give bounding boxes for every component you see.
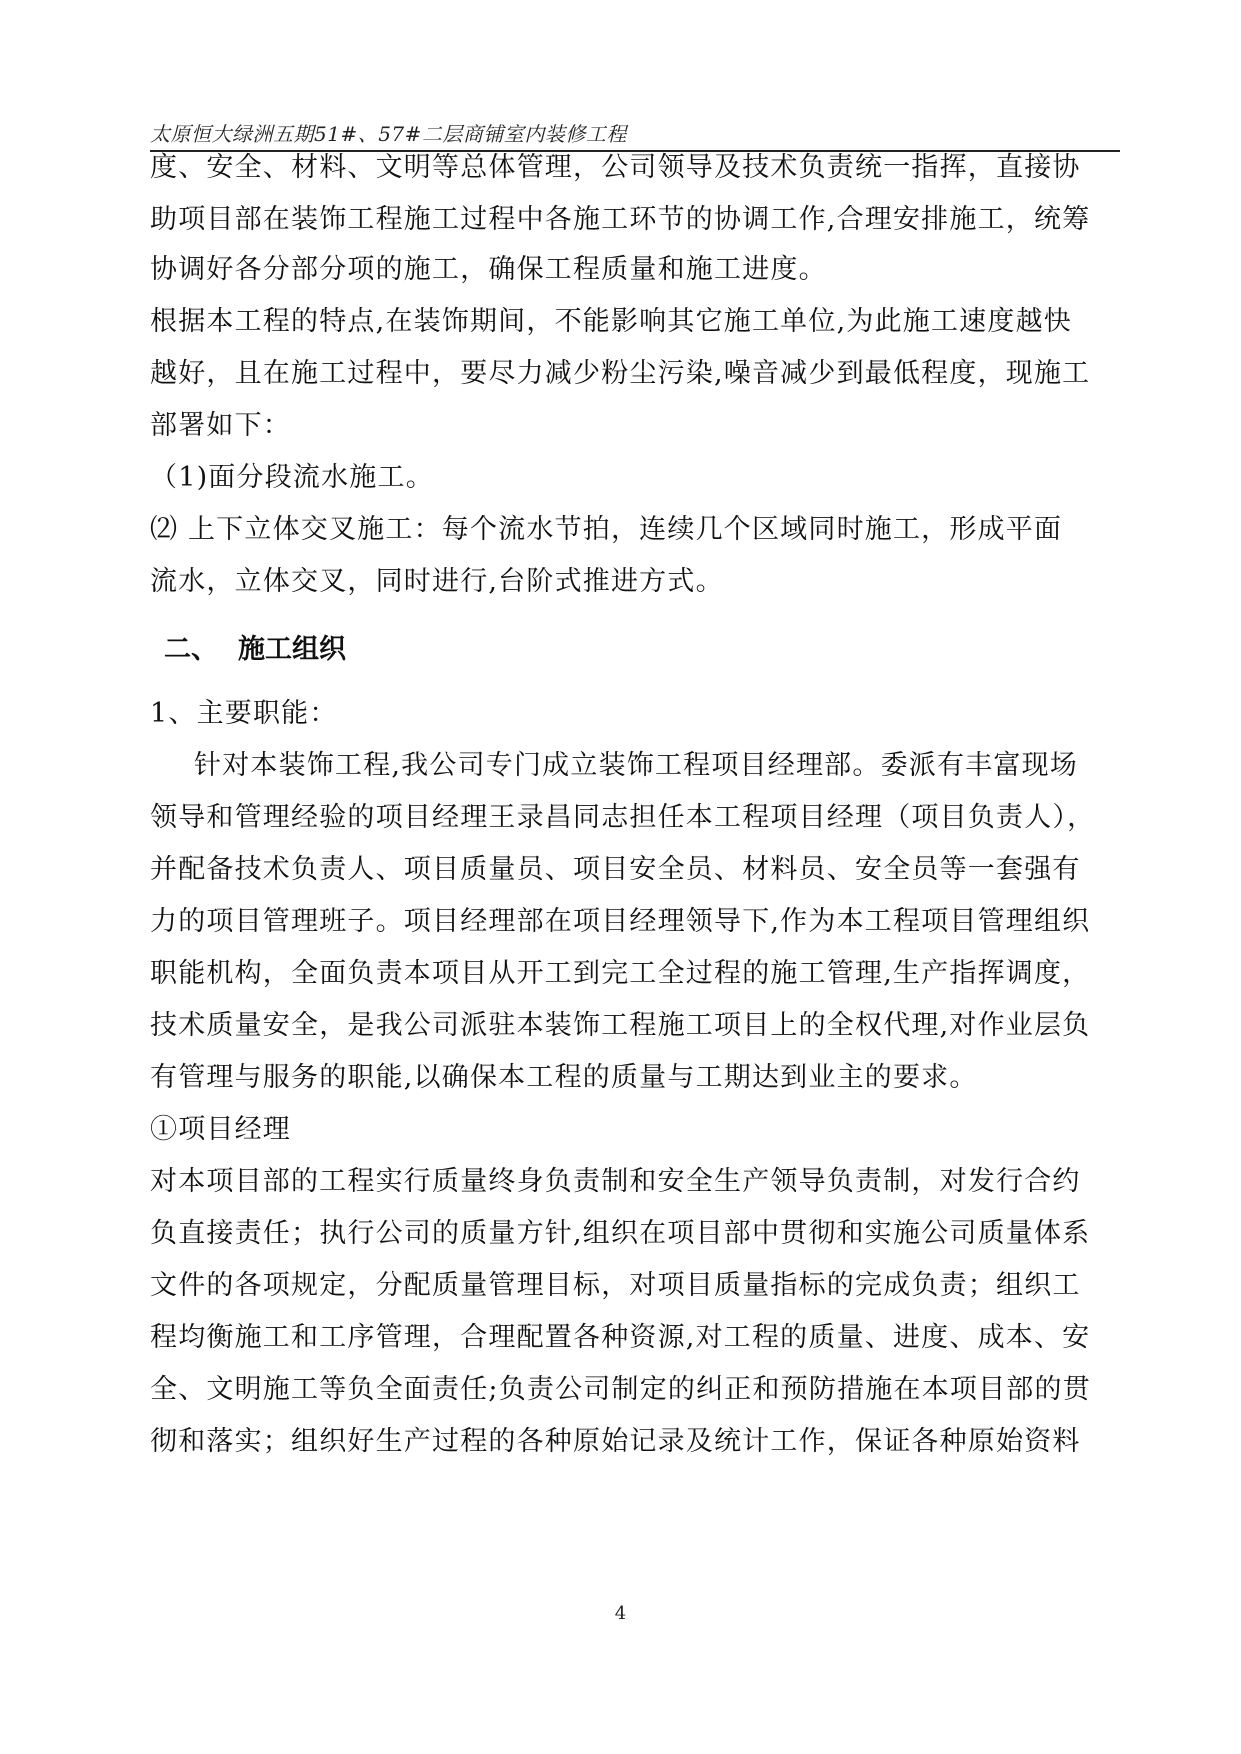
body-line: 助项目部在装饰工程施工过程中各施工环节的协调工作,合理安排施工，统筹 (150, 204, 1091, 235)
item-title: ①项目经理 (150, 1114, 291, 1145)
section-heading (164, 630, 346, 670)
section-number: 二、 (164, 634, 218, 665)
body-line: 针对本装饰工程,我公司专门成立装饰工程项目经理部。委派有丰富现场 (194, 750, 1078, 781)
body-line: 力的项目管理班子。项目经理部在项目经理领导下,作为本工程项目管理组织 (150, 906, 1091, 937)
body-line: 领导和管理经验的项目经理王录昌同志担任本工程项目经理（项目负责人）， (150, 802, 1096, 833)
list-item: ⑵ 上下立体交叉施工：每个流水节拍，连续几个区域同时施工，形成平面 (150, 514, 1063, 545)
body-line: 职能机构，全面负责本项目从开工到完工全过程的施工管理,生产指挥调度， (150, 958, 1091, 989)
body-line: 部署如下： (150, 410, 291, 441)
body-line: 技术质量安全，是我公司派驻本装饰工程施工项目上的全权代理,对作业层负 (150, 1010, 1091, 1041)
list-item: （1)面分段流水施工。 (150, 462, 434, 493)
body-line: 全、文明施工等负全面责任;负责公司制定的纠正和预防措施在本项目部的贯 (150, 1374, 1091, 1405)
body-line: 程均衡施工和工序管理，合理配置各种资源,对工程的质量、进度、成本、安 (150, 1322, 1091, 1353)
body-line: 越好，且在施工过程中，要尽力减少粉尘污染,噪音减少到最低程度，现施工 (150, 358, 1091, 389)
body-line: 根据本工程的特点,在装饰期间，不能影响其它施工单位,为此施工速度越快 (150, 306, 1072, 337)
page-number: 4 (614, 1603, 627, 1624)
body-line: 并配备技术负责人、项目质量员、项目安全员、材料员、安全员等一套强有 (150, 854, 1081, 885)
body-line: 负直接责任；执行公司的质量方针,组织在项目部中贯彻和实施公司质量体系 (150, 1218, 1091, 1249)
body-line: 有管理与服务的职能,以确保本工程的质量与工期达到业主的要求。 (150, 1062, 978, 1093)
list-item: 流水，立体交叉，同时进行,台阶式推进方式。 (150, 566, 724, 597)
header-title: 太原恒大绿洲五期51#、57#二层商铺室内装修工程 (150, 122, 627, 146)
body-line: 文件的各项规定，分配质量管理目标，对项目质量指标的完成负责；组织工 (150, 1270, 1081, 1301)
page-header (150, 116, 1120, 152)
body-line: 彻和落实；组织好生产过程的各种原始记录及统计工作，保证各种原始资料 (150, 1426, 1081, 1457)
subsection-title: 1、主要职能： (150, 698, 338, 729)
body-line: 对本项目部的工程实行质量终身负责制和安全生产领导负责制，对发行合约 (150, 1166, 1081, 1197)
body-line: 度、安全、材料、文明等总体管理，公司领导及技术负责统一指挥，直接协 (150, 152, 1081, 183)
section-title: 施工组织 (238, 634, 346, 665)
body-line: 协调好各分部分项的施工，确保工程质量和施工进度。 (150, 254, 827, 285)
